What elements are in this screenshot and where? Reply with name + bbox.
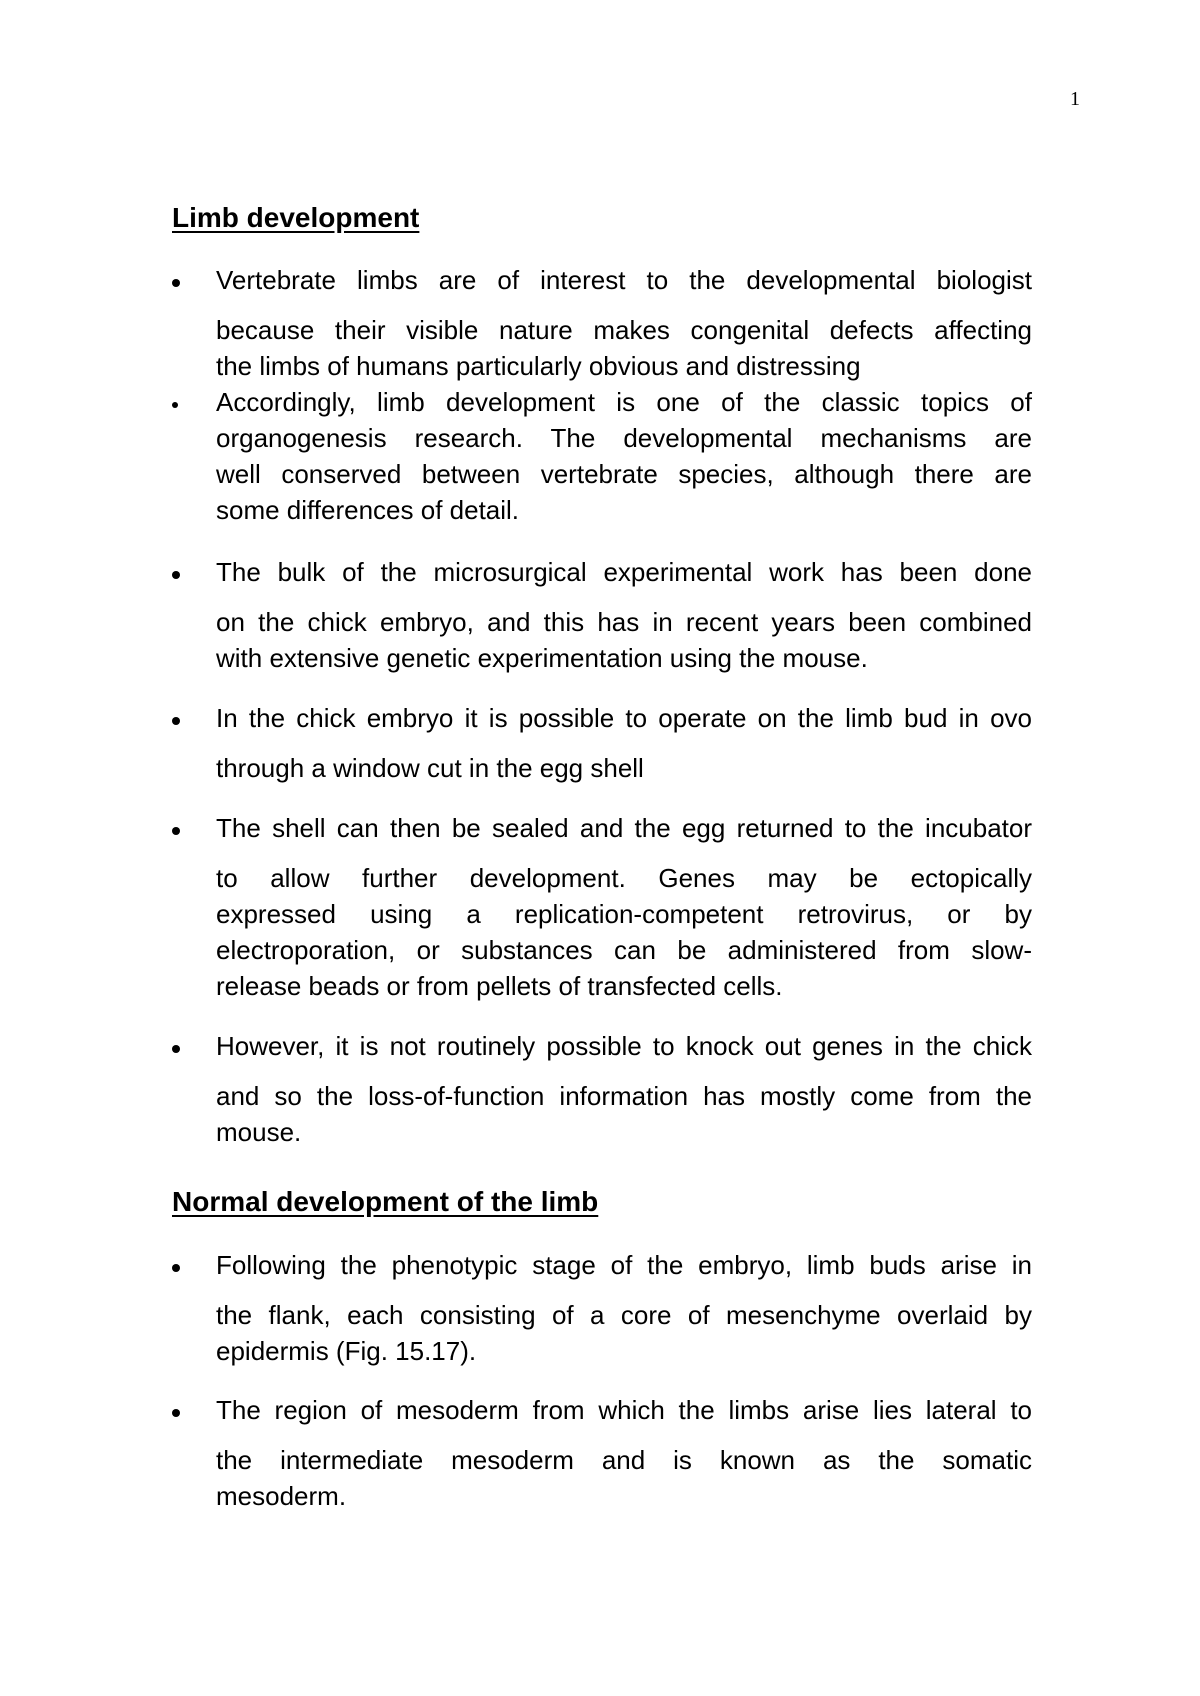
text-line: electroporation, or substances can be administered from slow- — [216, 935, 1032, 965]
bullet-dot-icon — [172, 1045, 180, 1053]
text-line: well conserved between vertebrate species, although there are — [216, 459, 1032, 489]
bullet-text — [216, 262, 1032, 384]
text-line: the intermediate mesoderm and is known as the somatic — [216, 1445, 1032, 1475]
text-line: and so the loss-of-function information has mostly come from the — [216, 1081, 1032, 1111]
text-line: organogenesis research. The developmental mechanisms are — [216, 423, 1032, 453]
text-line: with extensive genetic experimentation using the mouse. — [216, 643, 868, 673]
text-line: because their visible nature makes congenital defects affecting — [216, 315, 1032, 345]
text-line: on the chick embryo, and this has in recent years been combined — [216, 607, 1032, 637]
text-line: the flank, each consisting of a core of mesenchyme overlaid by — [216, 1300, 1032, 1330]
bullet-dot-icon — [172, 571, 180, 579]
text-line: release beads or from pellets of transfected cells. — [216, 971, 783, 1001]
text-line: some differences of detail. — [216, 495, 520, 525]
bullet-text — [216, 1028, 1032, 1150]
section-heading-normal-development: Normal development of the limb — [172, 1186, 599, 1217]
text-line: mouse. — [216, 1117, 302, 1147]
bullet-dot-icon — [172, 1264, 180, 1272]
text-line: The shell can then be sealed and the egg returned to the incubator — [216, 813, 1032, 843]
text-line: epidermis (Fig. 15.17). — [216, 1336, 477, 1366]
text-line: Accordingly, limb development is one of the classic topics of — [216, 387, 1032, 417]
text-line: In the chick embryo it is possible to operate on the limb bud in ovo — [216, 703, 1032, 733]
section-heading-limb-development: Limb development — [172, 202, 420, 233]
text-line: through a window cut in the egg shell — [216, 753, 644, 783]
text-line: expressed using a replication-competent retrovirus, or by — [216, 899, 1032, 929]
bullet-dot-icon — [172, 827, 180, 835]
bullet-dot-icon — [172, 717, 180, 725]
text-line: mesoderm. — [216, 1481, 347, 1511]
text-line: to allow further development. Genes may be ectopically — [216, 863, 1032, 893]
text-line: The bulk of the microsurgical experimental work has been done — [216, 557, 1032, 587]
page-number: 1 — [1070, 88, 1080, 110]
bullet-text — [216, 1247, 1032, 1369]
bullet-text — [216, 554, 1032, 676]
text-line: Following the phenotypic stage of the embryo, limb buds arise in — [216, 1250, 1032, 1280]
text-line: However, it is not routinely possible to knock out genes in the chick — [216, 1031, 1032, 1061]
bullet-text — [216, 810, 1032, 1004]
text-line: the limbs of humans particularly obvious and distressing — [216, 351, 861, 381]
text-line: Vertebrate limbs are of interest to the developmental biologist — [216, 265, 1032, 295]
bullet-dot-icon — [172, 1409, 180, 1417]
bullet-dot-icon — [172, 402, 178, 408]
text-line: The region of mesoderm from which the limbs arise lies lateral to — [216, 1395, 1032, 1425]
bullet-text — [216, 384, 1032, 528]
bullet-text — [216, 1392, 1032, 1514]
bullet-dot-icon — [172, 279, 180, 287]
bullet-text — [216, 700, 1032, 786]
